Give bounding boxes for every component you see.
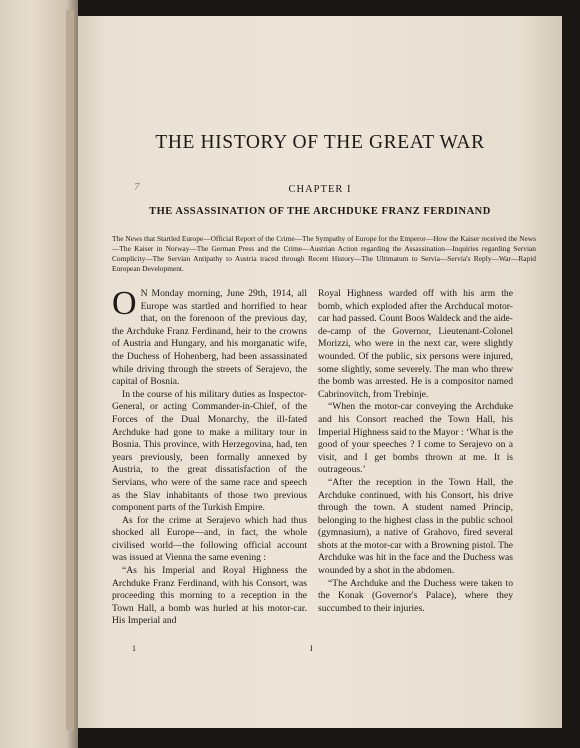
paragraph: “As his Imperial and Royal Highness the Archduke Franz Ferdinand, with his Consort, was proceeding this morning to a reception in the Town Hall, a bomb was hurled at his motor-car. His Imperial and bbox=[112, 565, 307, 627]
paragraph: “The Archduke and the Duchess were taken to the Konak (Governor's Palace), where they succumbed to their injuries. bbox=[318, 577, 513, 614]
page-number-right: I bbox=[310, 644, 313, 653]
chapter-title: THE ASSASSINATION OF THE ARCHDUKE FRANZ FERDINAND bbox=[149, 206, 491, 217]
chapter-label: CHAPTER I bbox=[288, 184, 352, 195]
paragraph: In the course of his military duties as Inspector-General, or acting Commander-in-Chief, of the Forces of the Dual Monarchy, the ill-fated Archduke had gone to make a military tour in Bosnia. This province, with Herzegovina, had, ten years previously, been formally annexed by Austria, to the great dissatisfaction of the Servians, who were of the same race and speech as the Slav inhabitants of those two previous component parts of the Turkish Empire. bbox=[112, 388, 307, 514]
book-title: THE HISTORY OF THE GREAT WAR bbox=[155, 132, 485, 153]
paragraph: As for the crime at Serajevo which had thus shocked all Europe—and, in fact, the whole civilised world—the following official account was issued at Vienna the same evening : bbox=[112, 514, 307, 564]
page-gutter bbox=[66, 10, 74, 730]
pencil-mark: 7 bbox=[134, 181, 140, 193]
paragraph bbox=[112, 285, 307, 389]
paragraph: Royal Highness warded off with his arm the bomb, which exploded after the Archducal motor-car had passed. Count Boos Waldeck and the aide-de-camp of the Governor, Lieutenant-Colonel Morizzi, who were in the next car, were slightly wounded. Of the public, six persons were injured, some slightly, some severely. The man who threw the bomb was arrested. He is a compositor named Cabrinovitch, from Trebinje. bbox=[318, 288, 513, 400]
drop-cap: O bbox=[112, 285, 137, 322]
paragraph: “After the reception in the Town Hall, the Archduke continued, with his Consort, his drive through the town. A student named Princip, belonging to the highest class in the public school (gymnasium), a native of Grahovo, fired several shots at the motor-car with a Browning pistol. The Archduke was hit in the face and the Duchess was wounded by a shot in the abdomen. bbox=[318, 476, 513, 577]
book-page bbox=[78, 16, 562, 728]
right-column bbox=[318, 288, 513, 615]
page-number-left: 1 bbox=[132, 644, 136, 653]
paragraph: “When the motor-car conveying the Archduke and his Consort reached the Town Hall, his Imperial Highness said to the Mayor : ‘What is the good of your speeches ? I come to Serajevo on a visit, and I get bombs thrown at me. It is outrageous.’ bbox=[318, 401, 513, 476]
chapter-synopsis: The News that Startled Europe—Official Report of the Crime—The Sympathy of Europe for the Emperor—How the Kaiser received the News—The Kaiser in Norway—The German Press and the Crime—Austrian Action regarding the Assassination—Inquiries regarding Servian Complicity—The Servian Antipathy to Austria traced through Recent History—The Ultimatum to Servia—Servia's Reply—War—Rapid European Development. bbox=[112, 234, 536, 273]
adjacent-page-edge bbox=[0, 0, 78, 748]
left-column bbox=[112, 285, 307, 628]
paragraph-text: N Monday morning, June 29th, 1914, all Europe was startled and horrified to hear that, on the forenoon of the previous day, the Archduke Franz Ferdinand, heir to the crowns of Austria and Hungary, and his morganatic wife, the Duchess of Hohenberg, had been assassinated while driving through the streets of Serajevo, the capital of Bosnia. bbox=[112, 288, 307, 388]
